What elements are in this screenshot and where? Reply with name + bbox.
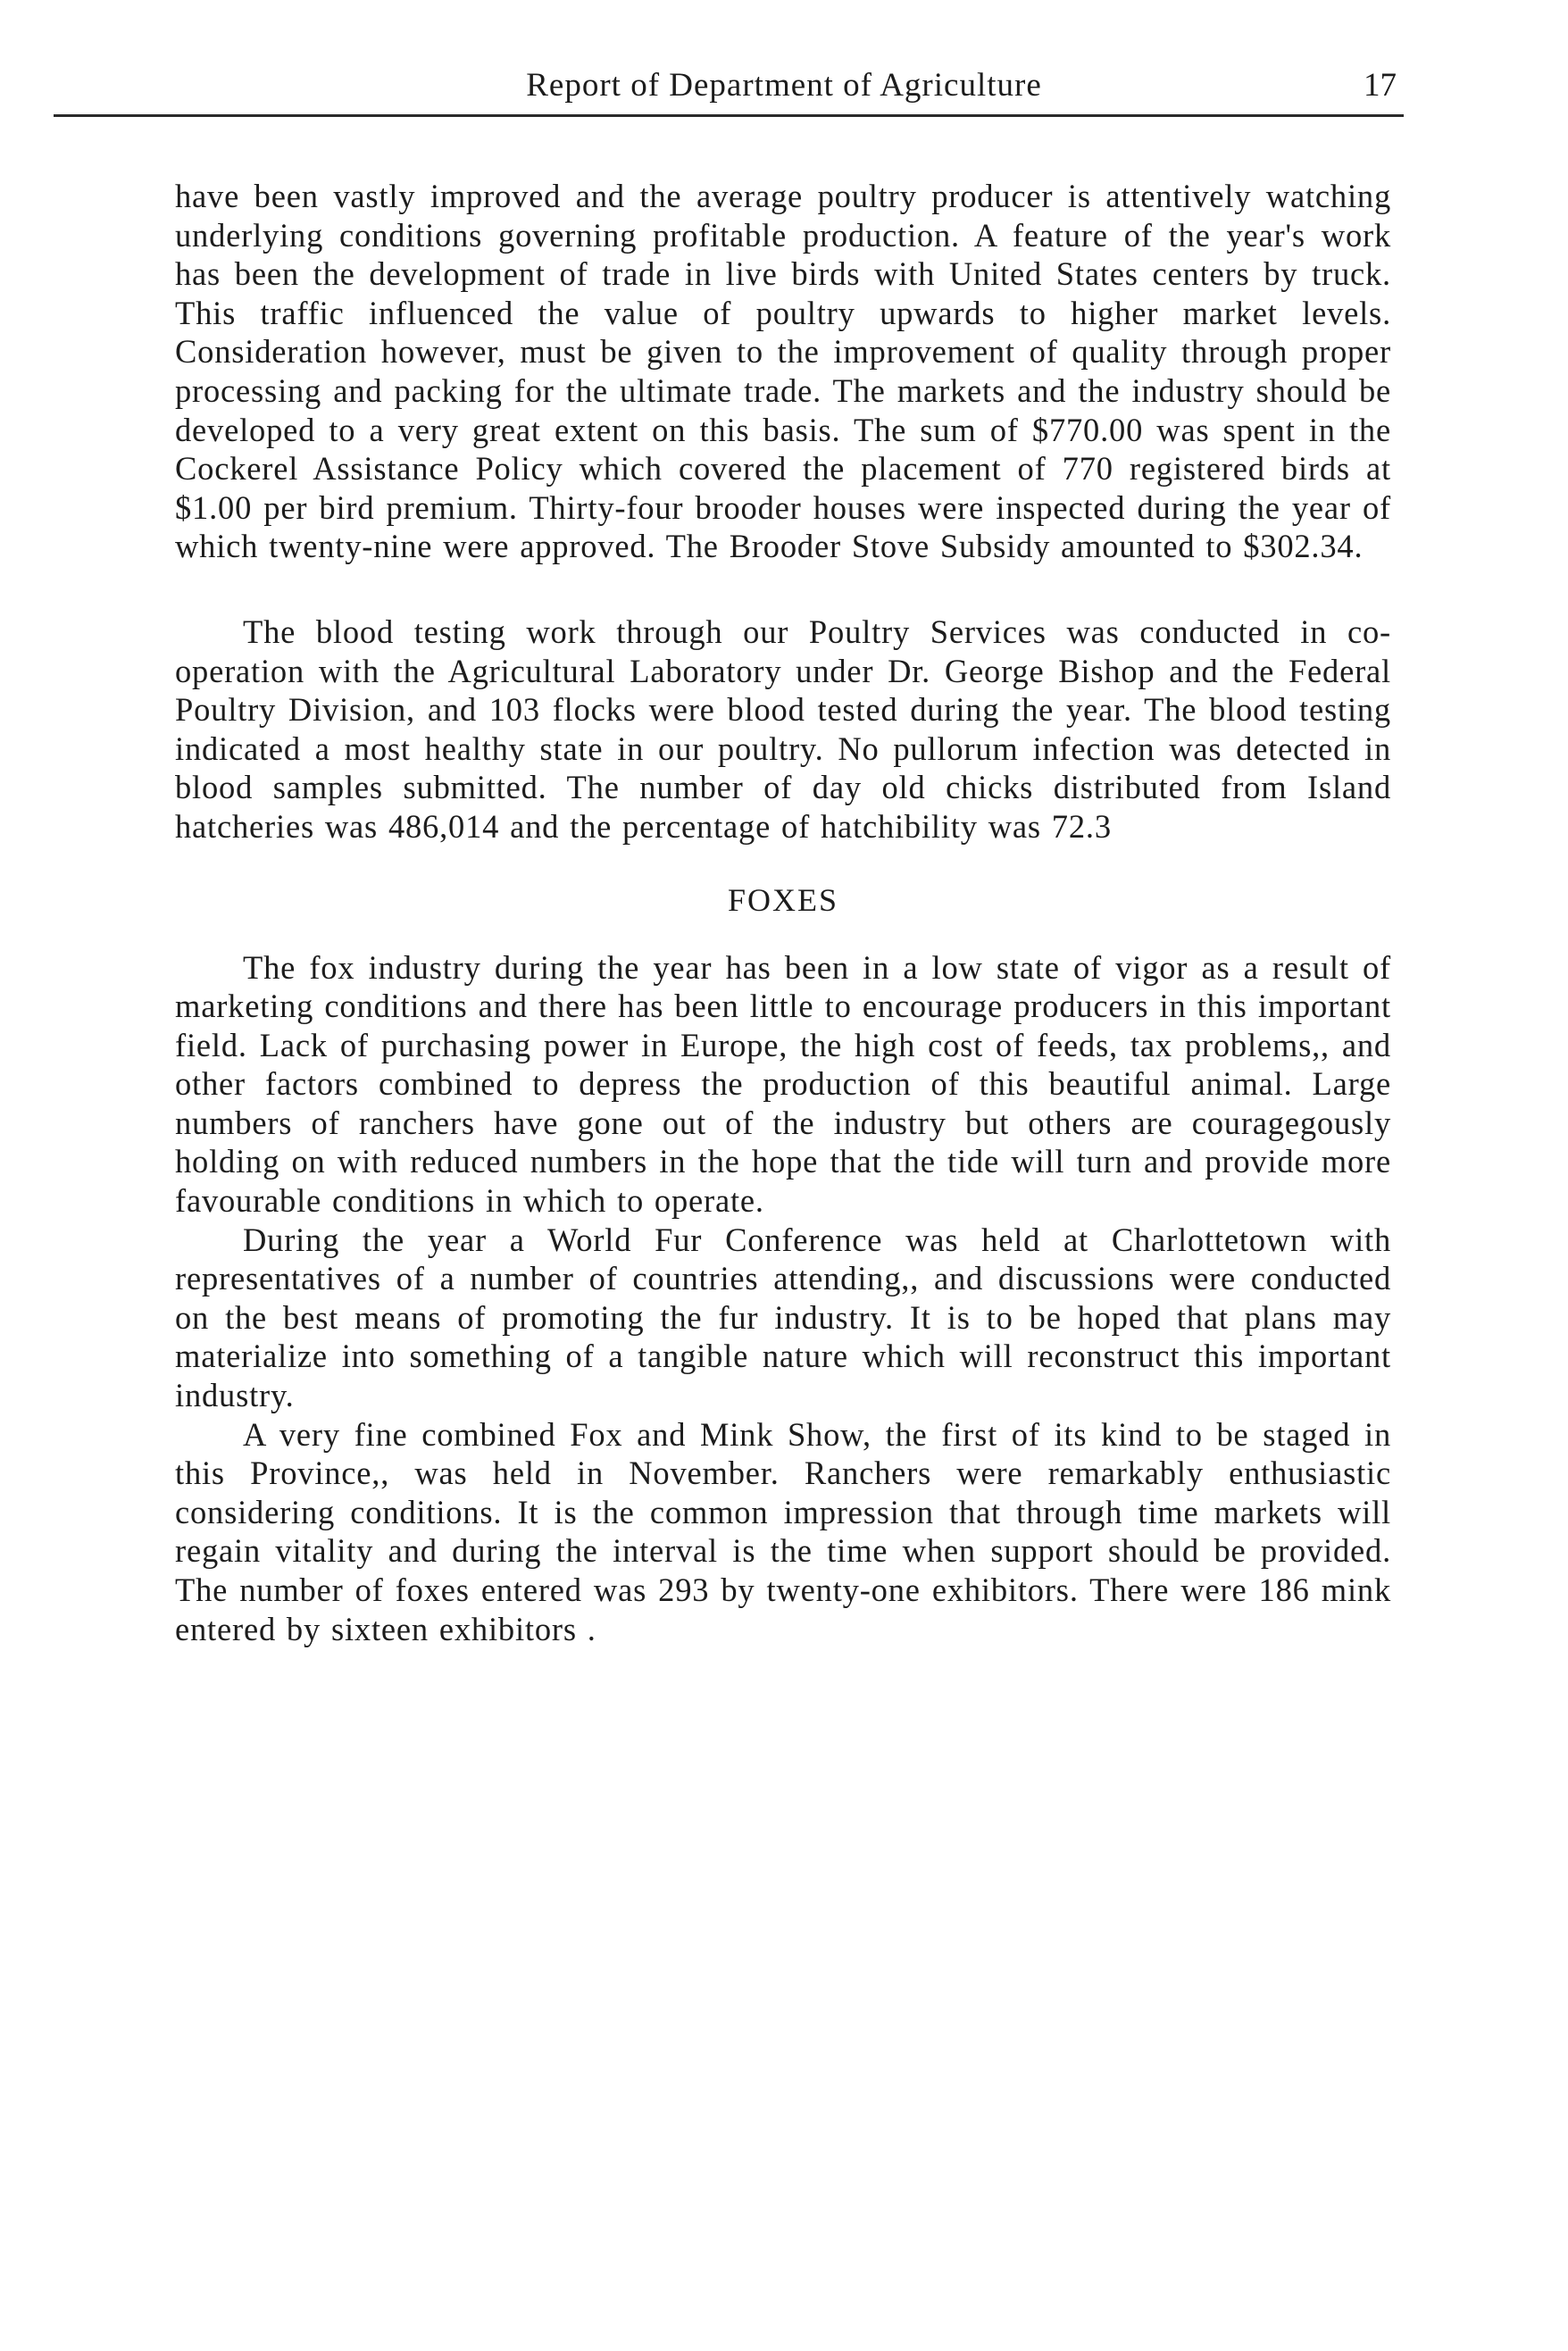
paragraph-fox-mink-show: A very fine combined Fox and Mink Show, the first of its kind to be staged in this Province,, was held in November. Ranchers were remarkably enthusiastic considering conditions. It is the common impression that through time markets will regain vitality and during the interval is the time when support should be provided. The number of foxes entered was 293 by twenty-one exhibitors. There were 186 mink entered by sixteen exhibitors . — [175, 1415, 1391, 1647]
header-rule — [54, 114, 1404, 117]
paragraph-blood-testing: The blood testing work through our Poultry Services was conducted in co-operation with the Agricultural Laboratory under Dr. George Bishop and the Federal Poultry Division, and 103 flocks were blood tested during the year. The blood testing indicated a most healthy state in our poultry. No pullorum infection was detected in blood samples submitted. The number of day old chicks distributed from Island hatcheries was 486,014 and the percentage of hatchibility was 72.3 — [175, 613, 1391, 845]
page-header — [0, 59, 1568, 113]
section-heading-foxes: FOXES — [727, 881, 839, 918]
running-title: Report of Department of Agriculture — [526, 67, 1042, 104]
paragraph-fox-industry: The fox industry during the year has been in a low state of vigor as a result of marketing conditions and there has been little to encourage producers in this important field. Lack of purchasing power in Europe, the high cost of feeds, tax problems,, and other factors combined to depress the production of this beautiful animal. Large numbers of ranchers have gone out of the industry but others are couragegously holding on with reduced numbers in the hope that the tide will turn and provide more favourable conditions in which to operate. — [175, 948, 1391, 1220]
page-body — [175, 177, 1391, 1648]
page-number: 17 — [1364, 67, 1397, 104]
paragraph-fur-conference: During the year a World Fur Conference was held at Charlottetown with representatives of a number of countries attending,, and discussions were conducted on the best means of promoting the fur industry. It is to be hoped that plans may materialize into something of a tangible nature which will reconstruct this important industry. — [175, 1221, 1391, 1414]
paragraph-poultry-continued: have been vastly improved and the average poultry producer is attentively watching underlying conditions governing profitable production. A feature of the year's work has been the development of trade in live birds with United States centers by truck. This traffic influenced the value of poultry upwards to higher market levels. Consideration however, must be given to the improvement of quality through proper processing and packing for the ultimate trade. The markets and the industry should be developed to a very great extent on this basis. The sum of $770.00 was spent in the Cockerel Assistance Policy which covered the placement of 770 registered birds at $1.00 per bird premium. Thirty-four brooder houses were inspected during the year of which twenty-nine were approved. The Brooder Stove Subsidy amounted to $302.34. — [175, 178, 1391, 565]
